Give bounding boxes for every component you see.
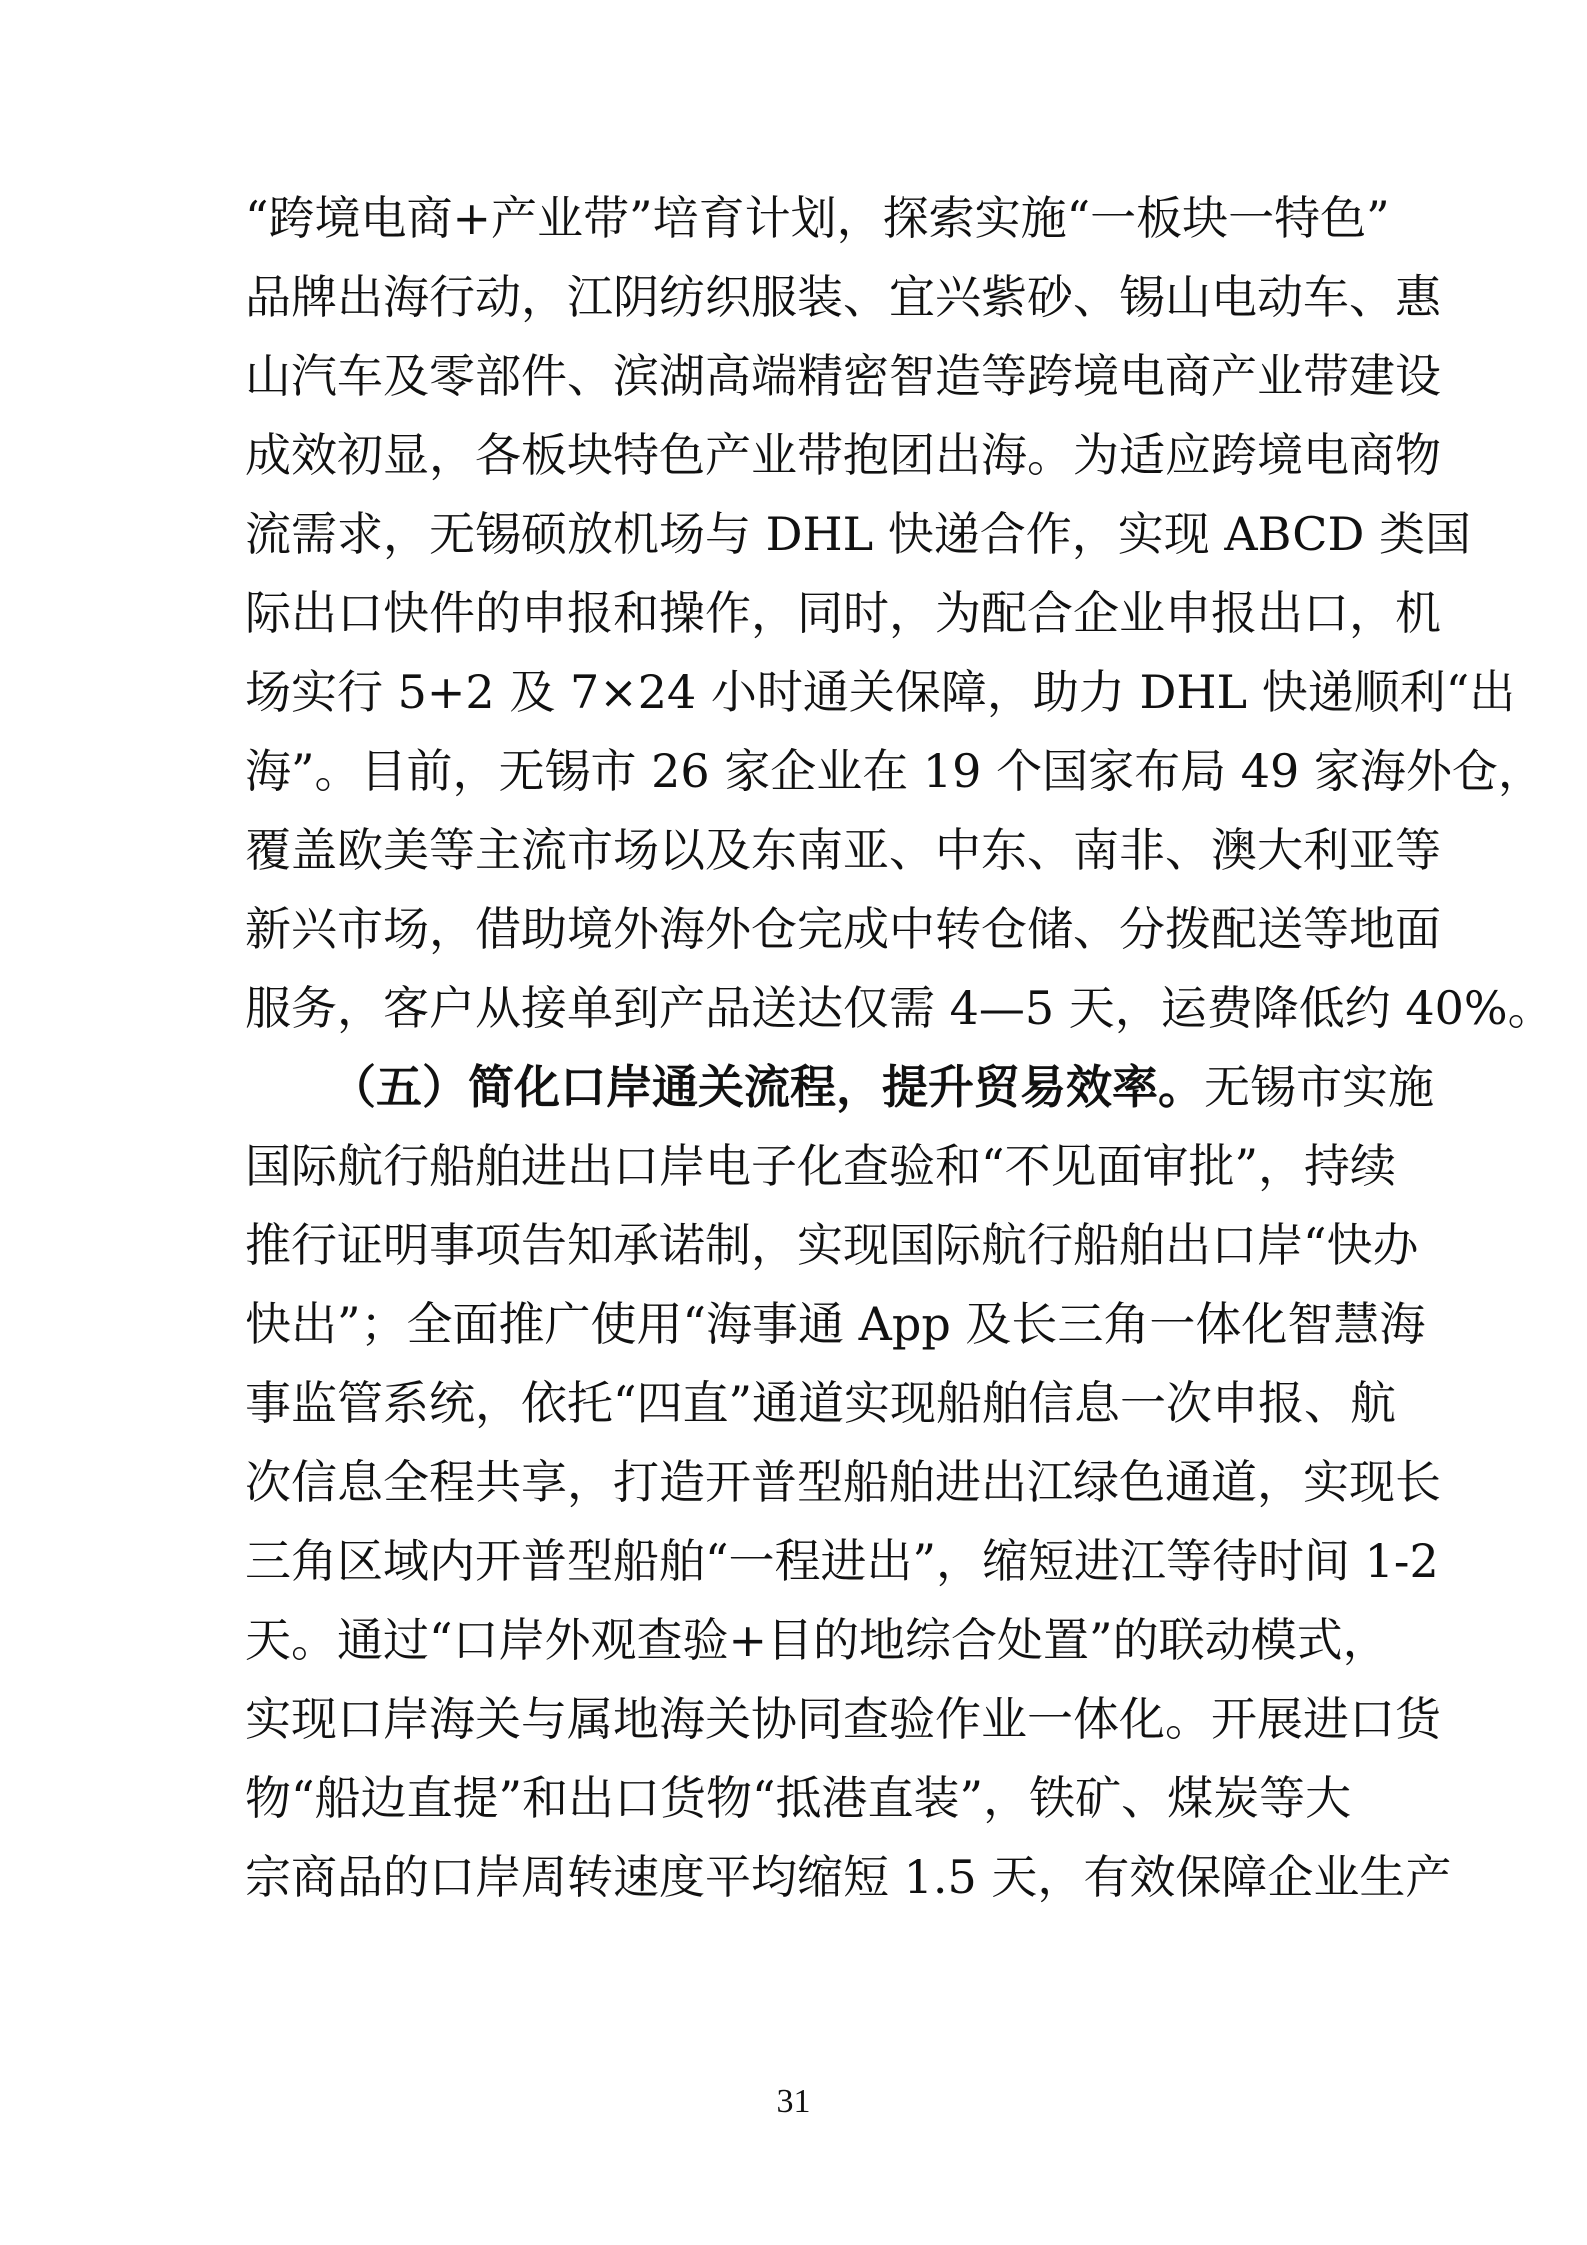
body-text-line: 品牌出海行动，江阴纺织服装、宜兴紫砂、锡山电动车、惠 <box>245 270 1441 324</box>
body-text-line: 三角区域内开普型船舶“一程进出”，缩短进江等待时间 1-2 <box>245 1534 1439 1588</box>
section-heading: （五）简化口岸通关流程，提升贸易效率。 <box>330 1060 1204 1114</box>
body-text-line: 国际航行船舶进出口岸电子化查验和“不见面审批”，持续 <box>245 1139 1397 1193</box>
body-text-line: 山汽车及零部件、滨湖高端精密智造等跨境电商产业带建设 <box>245 349 1441 403</box>
body-text-line: 事监管系统，依托“四直”通道实现船舶信息一次申报、航 <box>245 1376 1397 1430</box>
body-text-line: 海”。目前，无锡市 26 家企业在 19 个国家布局 49 家海外仓， <box>245 744 1544 798</box>
body-text-line: 际出口快件的申报和操作，同时，为配合企业申报出口，机 <box>245 586 1441 640</box>
body-text-line: 物“船边直提”和出口货物“抵港直装”，铁矿、煤炭等大 <box>245 1771 1352 1825</box>
page-number: 31 <box>776 2083 811 2120</box>
body-text-line: 成效初显，各板块特色产业带抱团出海。为适应跨境电商物 <box>245 428 1441 482</box>
body-text-line: 次信息全程共享，打造开普型船舶进出江绿色通道，实现长 <box>245 1455 1441 1509</box>
body-text-line: 服务，客户从接单到产品送达仅需 4—5 天，运费降低约 40%。 <box>245 981 1554 1035</box>
body-text-line: 快出”；全面推广使用“海事通 App 及长三角一体化智慧海 <box>245 1297 1426 1351</box>
body-text-line: 实现口岸海关与属地海关协同查验作业一体化。开展进口货 <box>245 1692 1441 1746</box>
body-text-line: 推行证明事项告知承诺制，实现国际航行船舶出口岸“快办 <box>245 1218 1419 1272</box>
body-text-line: 天。通过“口岸外观查验+目的地综合处置”的联动模式， <box>245 1613 1389 1667</box>
body-text-line: 宗商品的口岸周转速度平均缩短 1.5 天，有效保障企业生产 <box>245 1850 1452 1904</box>
body-text-line: “跨境电商+产业带”培育计划，探索实施“一板块一特色” <box>245 191 1390 245</box>
section-heading-continuation: 无锡市实施 <box>1204 1060 1434 1114</box>
body-text-line: 覆盖欧美等主流市场以及东南亚、中东、南非、澳大利亚等 <box>245 823 1441 877</box>
body-text-line: 场实行 5+2 及 7×24 小时通关保障，助力 DHL 快递顺利“出 <box>245 665 1516 719</box>
body-text-line: 新兴市场，借助境外海外仓完成中转仓储、分拨配送等地面 <box>245 902 1441 956</box>
body-text-line: 流需求，无锡硕放机场与 DHL 快递合作，实现 ABCD 类国 <box>245 507 1471 561</box>
section-heading-line <box>330 1052 1434 1122</box>
